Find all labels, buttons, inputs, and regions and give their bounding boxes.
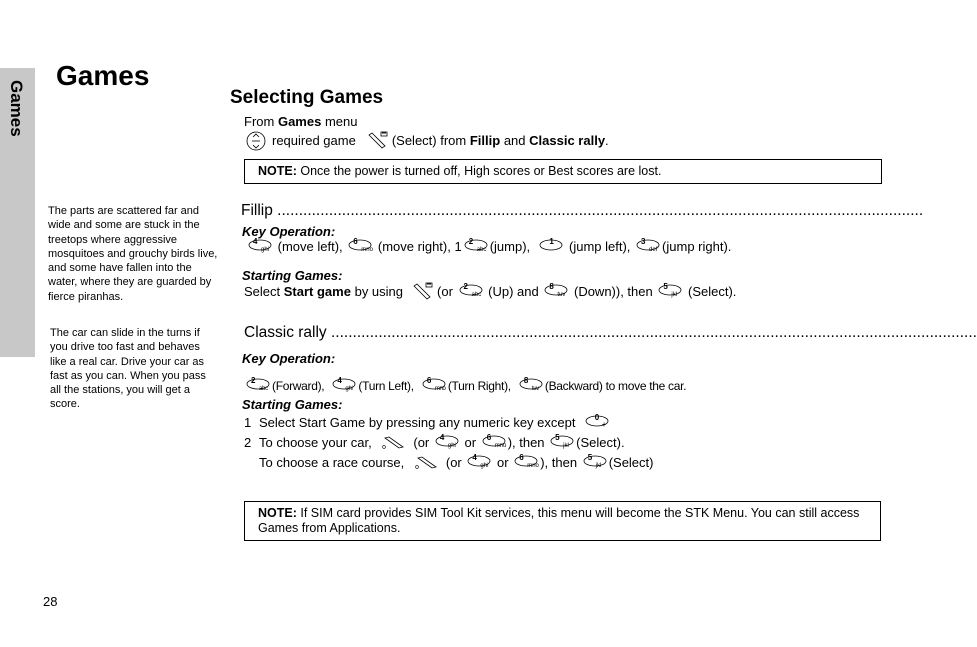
intro-classic-bold: Classic rally: [529, 133, 606, 148]
step-number: 1: [244, 415, 252, 430]
classic-step-3: [259, 453, 653, 473]
key-1-icon: 1: [539, 239, 563, 255]
classic-key-op-line: [244, 376, 686, 396]
side-tab-label: Games: [7, 80, 26, 137]
note-text: If SIM card provides SIM Tool Kit services, this menu will become the STK Menu. You can still access Games from Applications.: [258, 506, 860, 535]
step-text: To choose your car,: [259, 435, 372, 450]
step-or: (or: [413, 435, 430, 450]
send-key-icon: [414, 455, 440, 471]
fillip-starting-label: Starting Games:: [242, 268, 343, 283]
fillip-jump: (jump),: [489, 239, 531, 254]
key-6-icon: 6 mno: [348, 239, 372, 255]
note-box-power: [244, 159, 882, 184]
fillip-move-right: (move right), 1: [377, 239, 462, 254]
key-6-icon: 6 mno: [514, 455, 538, 471]
intro-line-2: [246, 130, 609, 152]
intro-from: From: [244, 114, 275, 129]
classic-forward: (Forward),: [272, 379, 325, 393]
intro-line-1: [244, 114, 358, 130]
key-8-icon: 8 tuv: [519, 378, 543, 394]
key-4-icon: 4 ghi: [332, 378, 356, 394]
classic-heading: Classic rally ......................................................................................................................................................: [244, 324, 977, 341]
key-0-icon: 0 +: [585, 415, 609, 431]
step-or-2: or: [464, 435, 477, 450]
key-4-icon: 4 ghi: [435, 435, 459, 451]
fillip-up-and: (Up) and: [488, 284, 539, 299]
classic-turn-right: (Turn Right),: [447, 379, 511, 393]
step-select: (Select).: [576, 435, 625, 450]
section-title: Selecting Games: [230, 87, 384, 108]
intro-fillip-bold: Fillip: [469, 133, 501, 148]
key-4-icon: 4 ghi: [467, 455, 491, 471]
fillip-jump-right: (jump right).: [662, 239, 732, 254]
classic-starting-label: Starting Games:: [242, 397, 343, 412]
step-number: 2: [244, 435, 252, 450]
intro-required-game: required game: [272, 133, 356, 148]
fillip-jump-left: (jump left),: [569, 239, 631, 254]
fillip-by-using: by using: [354, 284, 404, 299]
select-softkey-icon: [411, 282, 433, 302]
fillip-or: (or: [437, 284, 453, 299]
side-note-classic: The car can slide in the turns if you drive too fast and behaves like a real car. Drive your car as fast as you can. When you pass all the stations, you will get a score.: [50, 327, 206, 411]
note-label: NOTE:: [258, 506, 297, 520]
intro-games-bold: Games: [277, 114, 322, 129]
note-box-sim: [244, 501, 881, 541]
step-select: (Select): [608, 455, 654, 470]
key-4-icon: 4 ghi: [248, 239, 272, 255]
fillip-select: Select: [244, 284, 281, 299]
classic-turn-left: (Turn Left),: [358, 379, 414, 393]
fillip-down-then: (Down)), then: [573, 284, 653, 299]
page-number: 28: [43, 594, 58, 609]
key-2-icon: 2 abc: [464, 239, 488, 255]
step-or-2: or: [497, 455, 509, 470]
fillip-key-op-line: [246, 237, 731, 257]
step-text: Select Start Game by pressing any numeric key except: [259, 415, 576, 430]
classic-backward: (Backward) to move the car.: [544, 379, 687, 393]
fillip-move-left: (move left),: [277, 239, 343, 254]
note-text: Once the power is turned off, High scores or Best scores are lost.: [300, 164, 662, 178]
intro-menu: menu: [324, 114, 358, 129]
key-3-icon: 3 def: [636, 239, 660, 255]
key-2-icon: 2 abc: [459, 284, 483, 300]
key-5-icon: 5 jkl: [583, 455, 607, 471]
note-label: NOTE:: [258, 164, 297, 178]
side-note-fillip: The parts are scattered far and wide and some are stuck in the treetops where aggressive mosquitoes and grouchy birds live, and some have fallen into the water, where they are guarded by fierce piranhas.: [48, 205, 218, 303]
intro-and: and: [503, 133, 526, 148]
send-key-icon: [381, 435, 407, 451]
key-2-icon: 2 abc: [246, 378, 270, 394]
step-then: ), then: [507, 435, 545, 450]
key-8-icon: 8 tuv: [544, 284, 568, 300]
fillip-starting-line: [244, 281, 736, 303]
step-text: To choose a race course,: [259, 455, 405, 470]
fillip-start-game-bold: Start game: [283, 284, 351, 299]
page-title: Games: [56, 60, 150, 91]
step-or: (or: [445, 455, 462, 470]
key-5-icon: 5 jkl: [550, 435, 574, 451]
key-6-icon: 6 mno: [422, 378, 446, 394]
key-5-icon: 5 jkl: [658, 284, 682, 300]
step-then: ), then: [540, 455, 578, 470]
fillip-key-op-label: Key Operation:: [242, 224, 336, 239]
select-softkey-icon: [366, 131, 388, 151]
key-6-icon: 6 mno: [482, 435, 506, 451]
navigation-key-icon: [246, 131, 266, 151]
fillip-heading: Fillip ......................................................................................................................................................: [241, 202, 924, 219]
classic-step-2: [244, 433, 625, 453]
intro-select-from: (Select) from: [391, 133, 467, 148]
fillip-select-end: (Select).: [687, 284, 737, 299]
classic-step-1: [244, 413, 611, 433]
intro-period: .: [605, 133, 609, 148]
classic-key-op-label: Key Operation:: [242, 351, 336, 366]
